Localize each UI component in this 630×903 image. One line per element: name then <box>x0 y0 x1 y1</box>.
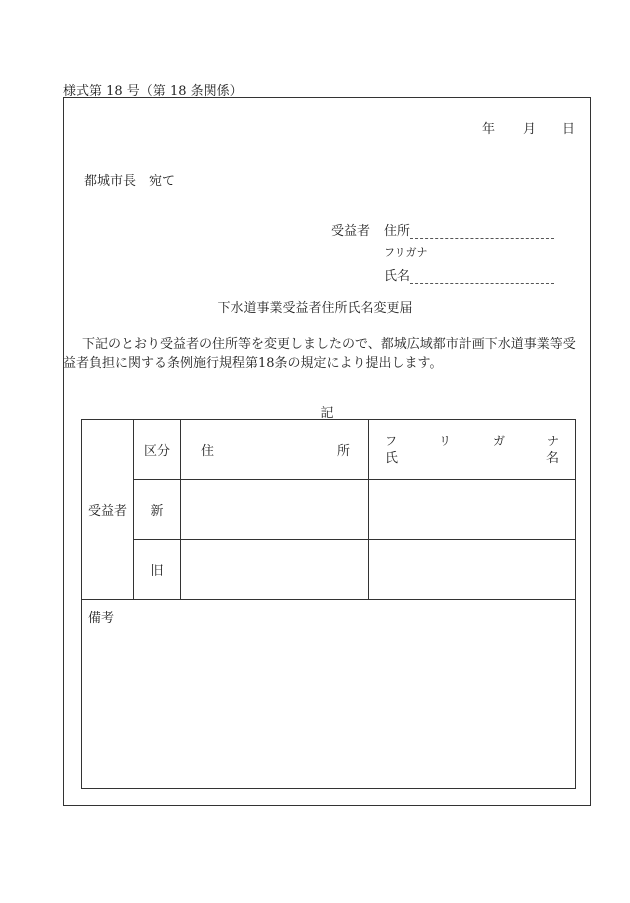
remarks-label: 備考 <box>88 611 115 626</box>
ki-label: 記 <box>320 406 334 421</box>
address-label-text: 住所 <box>384 224 411 239</box>
row-old-label: 旧 <box>134 540 181 600</box>
name-label-text: 氏名 <box>384 269 411 284</box>
kubun-header: 区分 <box>134 420 181 480</box>
remarks-box[interactable] <box>81 599 576 789</box>
new-address-cell[interactable] <box>181 480 369 540</box>
furigana-char-1: フ <box>385 433 398 448</box>
furigana-name-header <box>369 420 576 480</box>
furigana-label: フリガナ <box>384 246 428 259</box>
old-name-cell[interactable] <box>369 540 576 600</box>
furigana-char-2: リ <box>438 433 451 448</box>
body-text-line-2: 益者負担に関する条例施行規程第18条の規定により提出します。 <box>63 356 443 371</box>
furigana-char-3: ガ <box>492 433 505 448</box>
name-header-left: 氏 <box>385 450 399 466</box>
name-label <box>384 265 554 284</box>
applicant-role: 受益者 <box>331 224 371 239</box>
body-text-line-1: 下記のとおり受益者の住所等を変更しましたので、都城広域都市計画下水道事業等受 <box>82 337 576 352</box>
name-input-line[interactable] <box>410 269 554 284</box>
applicant-row-header: 受益者 <box>82 420 134 600</box>
furigana-char-4: ナ <box>546 433 559 448</box>
date-month: 月 <box>523 122 537 137</box>
form-number: 様式第 18 号（第 18 条関係） <box>63 84 243 99</box>
row-new-label: 新 <box>134 480 181 540</box>
addressee: 都城市長 宛て <box>84 174 176 189</box>
address-input-line[interactable] <box>410 224 554 239</box>
address-label <box>384 220 554 239</box>
address-header <box>181 420 369 480</box>
document-title: 下水道事業受益者住所氏名変更届 <box>217 301 413 316</box>
old-address-cell[interactable] <box>181 540 369 600</box>
date-year: 年 <box>482 122 496 137</box>
date-day: 日 <box>562 122 576 137</box>
address-header-left: 住 <box>201 444 215 459</box>
name-header-right: 名 <box>545 450 559 466</box>
change-table <box>81 419 576 600</box>
address-header-right: 所 <box>336 444 350 459</box>
new-name-cell[interactable] <box>369 480 576 540</box>
